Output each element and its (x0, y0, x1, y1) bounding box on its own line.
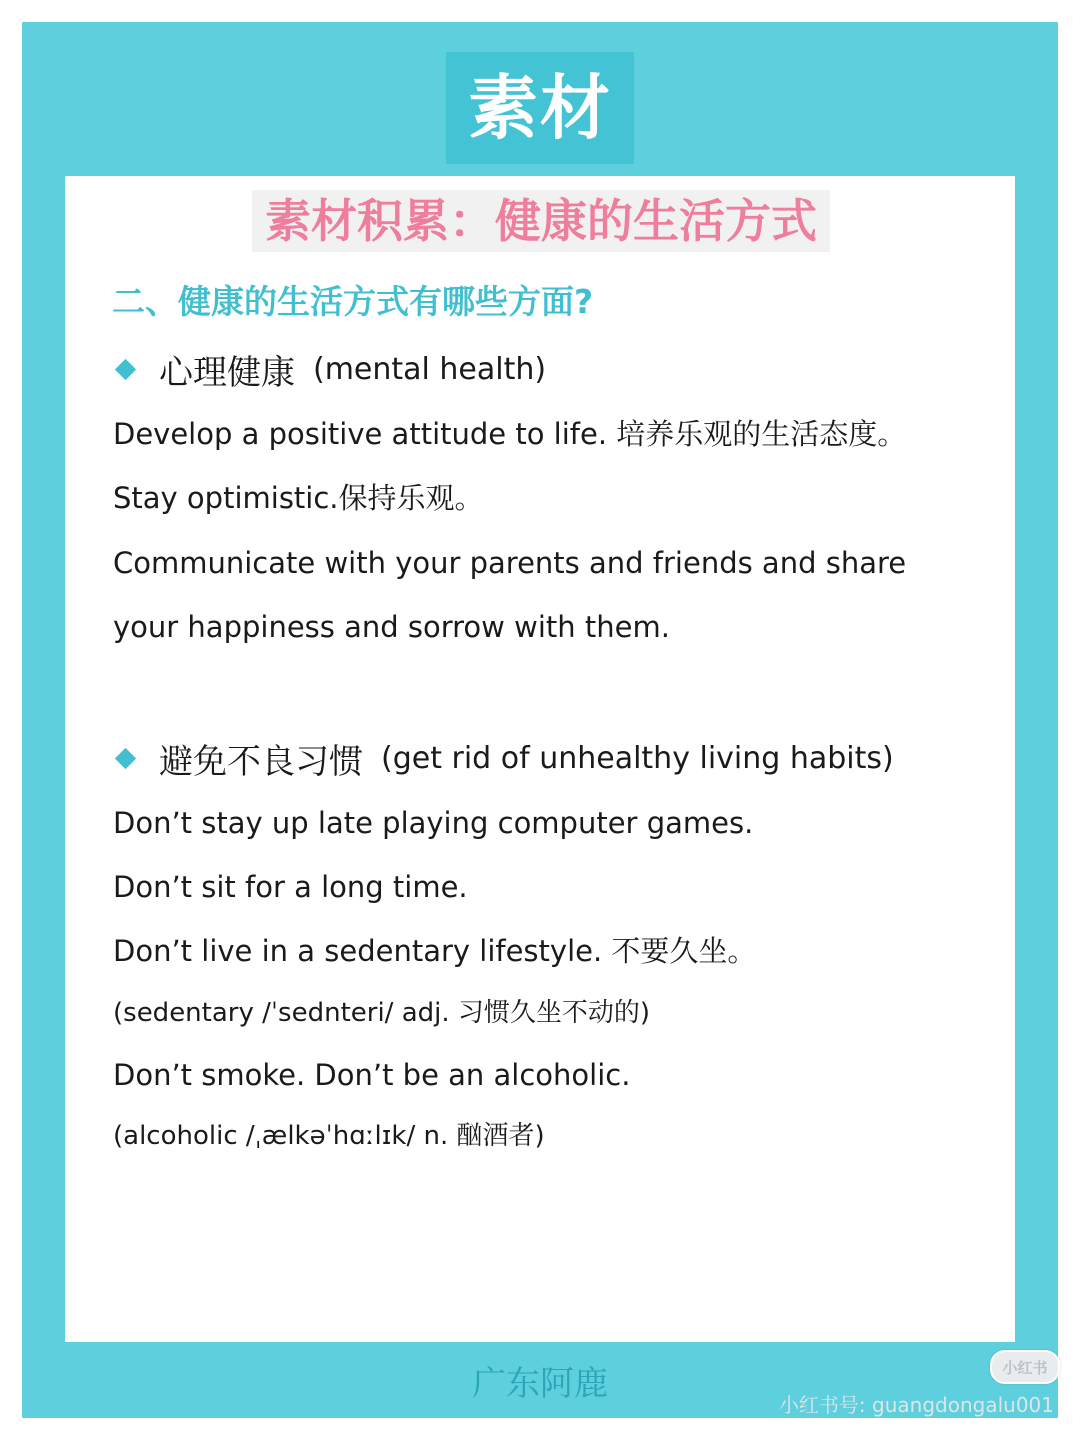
page-title: 素材积累：健康的生活方式 (265, 194, 817, 248)
bullet-title-en: (get rid of unhealthy living habits) (381, 740, 894, 776)
section-heading: 二、健康的生活方式有哪些方面? (112, 282, 594, 321)
text-line-note: (sedentary /ˈsednteri/ adj. 习惯久坐不动的) (113, 998, 651, 1028)
xiaohongshu-logo (990, 1350, 1060, 1384)
logo-text: 小红书 (1002, 1358, 1048, 1377)
text-line: Stay optimistic.保持乐观。 (113, 481, 484, 515)
bullet-unhealthy-habits (112, 735, 894, 781)
banner-label: 素材 (468, 67, 612, 149)
bullet-title-zh: 避免不良习惯 (159, 741, 363, 782)
author-name: 广东阿鹿 (472, 1364, 608, 1404)
diamond-bullet-icon (115, 358, 136, 379)
text-line: Communicate with your parents and friends and share (113, 546, 907, 580)
bullet-title-en: (mental health) (313, 351, 547, 387)
text-line-note: (alcoholic /ˌælkəˈhɑːlɪk/ n. 酗酒者) (113, 1121, 545, 1151)
text-line: Don’t stay up late playing computer games. (113, 806, 754, 840)
text-line: Develop a positive attitude to life. 培养乐观的生活态度。 (113, 417, 907, 451)
header-banner (446, 52, 634, 164)
watermark: 小红书号: guangdongalu001 (778, 1393, 1054, 1417)
text-line: your happiness and sorrow with them. (113, 610, 670, 644)
text-line: Don’t smoke. Don’t be an alcoholic. (113, 1058, 631, 1092)
page-title-box (252, 190, 830, 252)
text-line: Don’t live in a sedentary lifestyle. 不要久坐。 (113, 934, 757, 968)
bullet-title-zh: 心理健康 (159, 352, 295, 393)
bullet-mental-health (112, 346, 546, 392)
text-line: Don’t sit for a long time. (113, 870, 468, 904)
diamond-bullet-icon (115, 747, 136, 768)
